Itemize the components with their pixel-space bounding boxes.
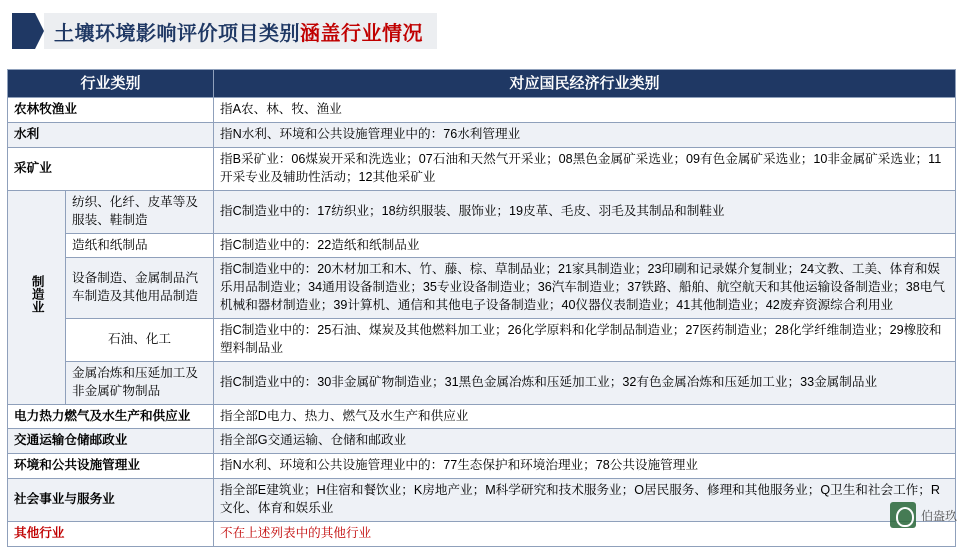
row-description: 指N水利、环境和公共设施管理业中的：76水利管理业	[214, 123, 956, 148]
table-header-row	[8, 70, 956, 98]
row-category: 水利	[8, 123, 214, 148]
row-subcategory: 设备制造、金属制品汽车制造及其他用品制造	[66, 258, 214, 319]
title-box	[44, 13, 437, 49]
table-row	[8, 233, 956, 258]
table-row	[8, 521, 956, 546]
table-row	[8, 404, 956, 429]
title-text-accent: 涵盖行业情况	[300, 22, 423, 45]
row-description: 指C制造业中的：30非金属矿物制造业；31黑色金属冶炼和压延加工业；32有色金属冶炼和压延加工业；33金属制品业	[214, 361, 956, 404]
table-row	[8, 258, 956, 319]
row-category: 采矿业	[8, 148, 214, 191]
table-row	[8, 361, 956, 404]
row-description: 不在上述列表中的其他行业	[214, 521, 956, 546]
title-text-main: 土壤环境影响评价项目类别	[54, 22, 300, 45]
row-description: 指B采矿业：06煤炭开采和洗选业；07石油和天然气开采业；08黑色金属矿采选业；09有色金属矿采选业；10非金属矿采选业；11开采专业及辅助性活动；12其他采矿业	[214, 148, 956, 191]
row-description: 指A农、林、牧、渔业	[214, 98, 956, 123]
row-subcategory: 金属冶炼和压延加工及非金属矿物制品	[66, 361, 214, 404]
manufacturing-label: 制造业	[29, 275, 44, 314]
industry-category-table	[7, 69, 956, 547]
table-row	[8, 479, 956, 522]
table-row	[8, 429, 956, 454]
watermark	[890, 502, 957, 528]
table-row	[8, 319, 956, 362]
table-row	[8, 98, 956, 123]
row-description: 指C制造业中的：25石油、煤炭及其他燃料加工业；26化学原料和化学制品制造业；27医药制造业；28化学纤维制造业；29橡胶和塑料制品业	[214, 319, 956, 362]
row-description: 指C制造业中的：20木材加工和木、竹、藤、棕、草制品业；21家具制造业；23印刷和记录媒介复制业；24文教、工美、体育和娱乐用品制造业；34通用设备制造业；35专业设备制造业；36汽车制造业；37铁路、船舶、航空航天和其他运输设备制造业；38电气机械和器材制造业；39计算机、通信和其他电子设备制造业；40仪器仪表制造业；41其他制造业；42废弃资源综合利用业	[214, 258, 956, 319]
table-row	[8, 148, 956, 191]
page-title	[12, 13, 437, 49]
watermark-text: 伯盎玖	[920, 508, 957, 523]
row-subcategory: 纺织、化纤、皮革等及服装、鞋制造	[66, 190, 214, 233]
row-category: 电力热力燃气及水生产和供应业	[8, 404, 214, 429]
header-category: 行业类别	[8, 70, 214, 98]
row-description: 指N水利、环境和公共设施管理业中的：77生态保护和环境治理业；78公共设施管理业	[214, 454, 956, 479]
row-description: 指全部D电力、热力、燃气及水生产和供应业	[214, 404, 956, 429]
row-category: 社会事业与服务业	[8, 479, 214, 522]
table-row	[8, 454, 956, 479]
leaf-logo-icon	[890, 502, 916, 528]
header-mapping: 对应国民经济行业类别	[214, 70, 956, 98]
row-subcategory: 造纸和纸制品	[66, 233, 214, 258]
row-category: 其他行业	[8, 521, 214, 546]
row-description: 指C制造业中的：17纺织业；18纺织服装、服饰业；19皮革、毛皮、羽毛及其制品和制鞋业	[214, 190, 956, 233]
row-subcategory: 石油、化工	[66, 319, 214, 362]
row-category: 农林牧渔业	[8, 98, 214, 123]
table-row	[8, 123, 956, 148]
row-description: 指C制造业中的：22造纸和纸制品业	[214, 233, 956, 258]
table-row	[8, 190, 956, 233]
row-description: 指全部G交通运输、仓储和邮政业	[214, 429, 956, 454]
title-chevron-icon	[12, 13, 44, 49]
row-category: 交通运输仓储邮政业	[8, 429, 214, 454]
row-category: 环境和公共设施管理业	[8, 454, 214, 479]
row-description: 指全部E建筑业；H住宿和餐饮业；K房地产业；M科学研究和技术服务业；O居民服务、修理和其他服务业；Q卫生和社会工作；R文化、体育和娱乐业	[214, 479, 956, 522]
row-category-manufacturing	[8, 190, 66, 404]
